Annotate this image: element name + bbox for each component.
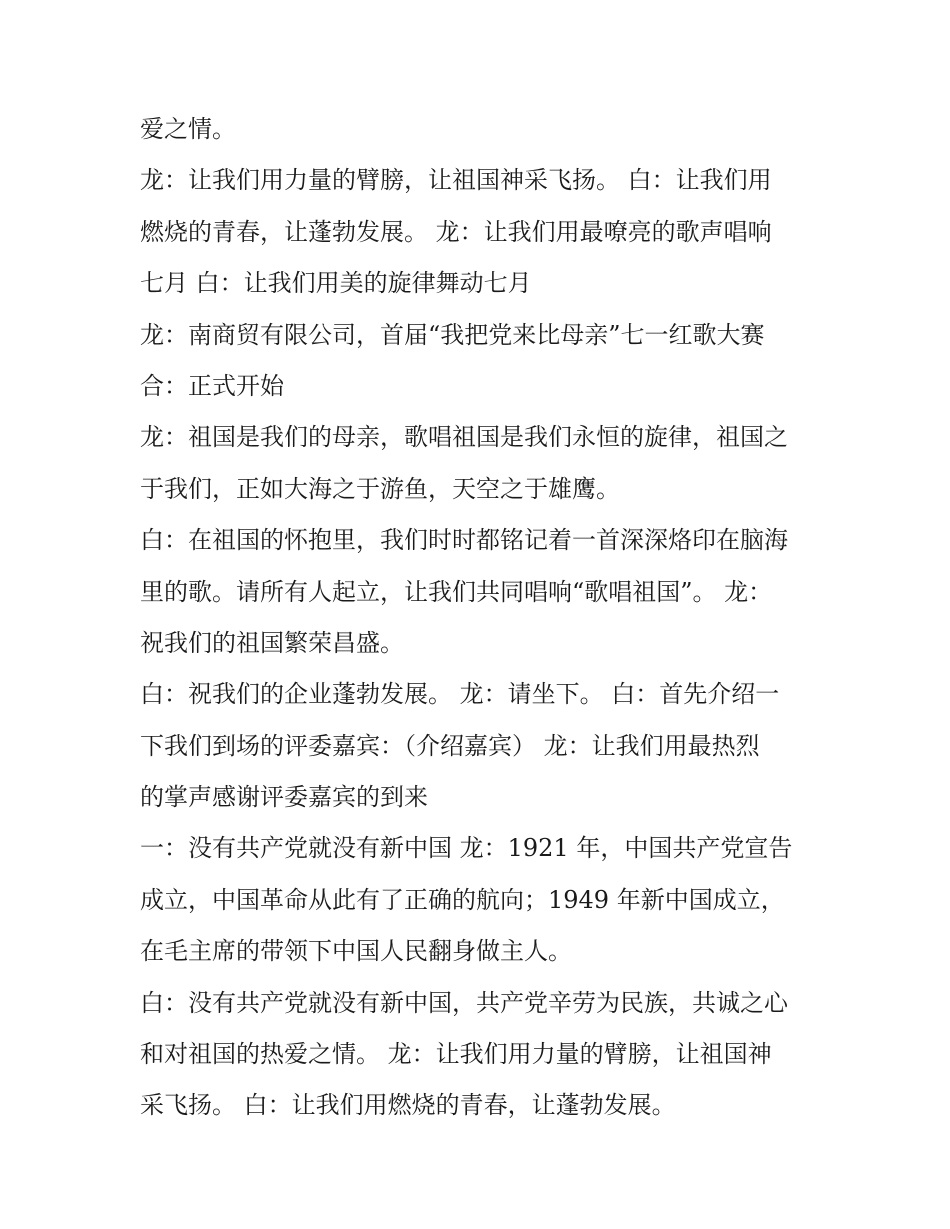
text-line: 的掌声感谢评委嘉宾的到来 bbox=[140, 783, 428, 812]
text-line: 白：在祖国的怀抱里，我们时时都铭记着一首深深烙印在脑海 bbox=[140, 526, 788, 555]
text-line: 于我们，正如大海之于游鱼，天空之于雄鹰。 bbox=[140, 474, 620, 503]
text-line: 龙：南商贸有限公司，首届“我把党来比母亲”七一红歌大赛 bbox=[140, 320, 765, 349]
text-line: 龙：祖国是我们的母亲，歌唱祖国是我们永恒的旋律，祖国之 bbox=[140, 423, 788, 452]
text-line: 在毛主席的带领下中国人民翻身做主人。 bbox=[140, 937, 572, 966]
document-body bbox=[140, 104, 820, 1132]
text-line: 和对祖国的热爱之情。 龙：让我们用力量的臂膀，让祖国神 bbox=[140, 1040, 772, 1069]
text-line: 白：没有共产党就没有新中国，共产党辛劳为民族，共诚之心 bbox=[140, 988, 788, 1017]
text-line: 七月 白：让我们用美的旋律舞动七月 bbox=[140, 269, 532, 298]
text-line: 白：祝我们的企业蓬勃发展。 龙：请坐下。 白：首先介绍一 bbox=[140, 680, 780, 709]
text-line: 里的歌。请所有人起立，让我们共同唱响“歌唱祖国”。 龙： bbox=[140, 577, 773, 606]
text-line: 合：正式开始 bbox=[140, 371, 284, 400]
text-line: 成立，中国革命从此有了正确的航向；1949 年新中国成立， bbox=[140, 885, 785, 914]
text-line: 采飞扬。 白：让我们用燃烧的青春，让蓬勃发展。 bbox=[140, 1091, 676, 1120]
text-line: 燃烧的青春，让蓬勃发展。 龙：让我们用最嘹亮的歌声唱响 bbox=[140, 217, 772, 246]
text-line: 下我们到场的评委嘉宾：（介绍嘉宾） 龙：让我们用最热烈 bbox=[140, 731, 760, 760]
text-line: 一：没有共产党就没有新中国 龙：1921 年，中国共产党宣告 bbox=[140, 834, 793, 863]
text-line: 龙：让我们用力量的臂膀，让祖国神采飞扬。 白：让我们用 bbox=[140, 166, 772, 195]
text-line: 爱之情。 bbox=[140, 115, 236, 143]
text-line: 祝我们的祖国繁荣昌盛。 bbox=[140, 628, 404, 657]
